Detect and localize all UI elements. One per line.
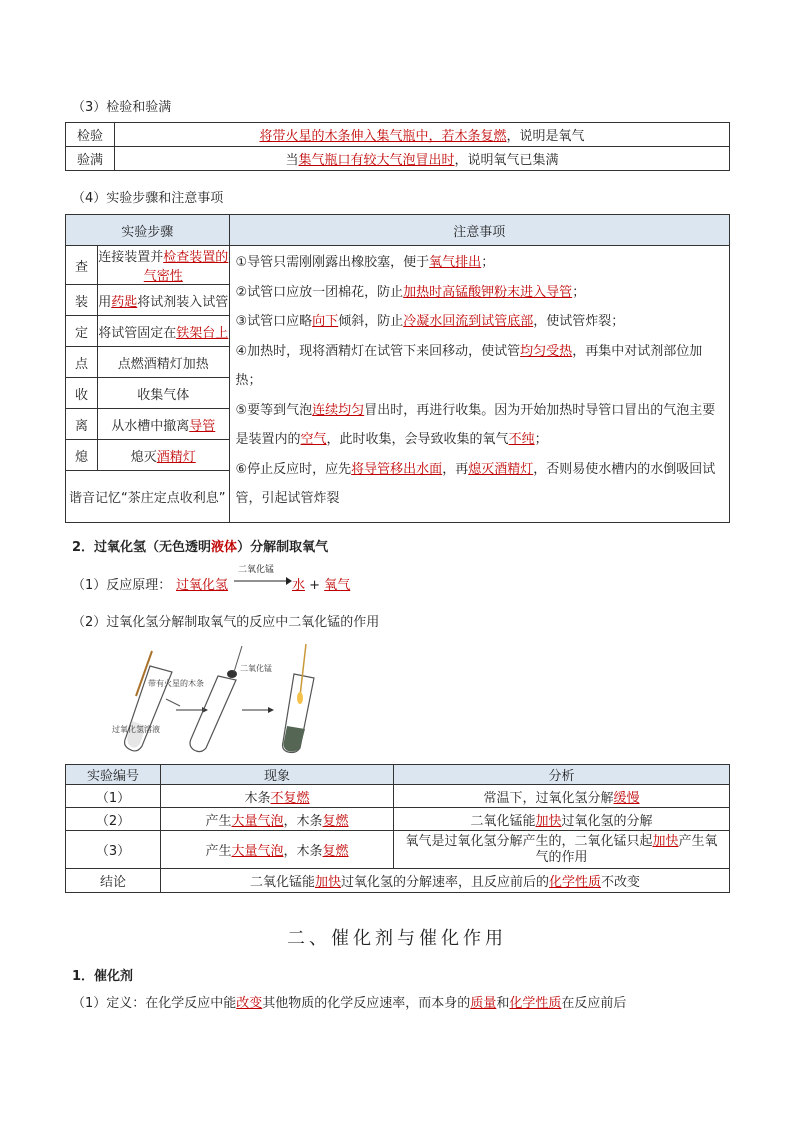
note-item: ④加热时，现将酒精灯在试管下来回移动，使试管均匀受热，再集中对试剂部位加热； — [235, 343, 703, 388]
phenomenon: 产生大量气泡，木条复燃 — [161, 831, 394, 869]
table-row — [66, 147, 730, 171]
step-text: 收集气体 — [98, 378, 230, 409]
note-item: ⑥停止反应时，应先将导管移出水面，再熄灭酒精灯，否则易使水槽内的水倒吸回试管，引起试管炸裂 — [235, 461, 716, 506]
col-header: 分析 — [394, 765, 730, 785]
test-tube-3 — [283, 644, 314, 753]
notes-cell — [229, 246, 729, 523]
phenomenon: 木条不复燃 — [161, 785, 394, 808]
table-row — [66, 246, 730, 285]
row-label: 检验 — [66, 123, 115, 147]
role-heading: （2）过氧化氢分解制取氧气的反应中二氧化锰的作用 — [72, 615, 380, 630]
step-key: 点 — [66, 347, 98, 378]
exp-id: （2） — [66, 808, 161, 831]
conclusion-label: 结论 — [66, 869, 161, 893]
analysis: 二氧化锰能加快过氧化氢的分解 — [394, 808, 730, 831]
subsection-2-heading: 2．过氧化氢（无色透明液体）分解制取氧气 — [72, 540, 329, 555]
exp-id: （3） — [66, 831, 161, 869]
step-key: 装 — [66, 285, 98, 316]
step-text: 用药匙将试剂装入试管 — [98, 285, 230, 316]
row-label: 验满 — [66, 147, 115, 171]
arrow-icon — [268, 707, 274, 713]
test-tube-1 — [125, 651, 172, 751]
step-key: 离 — [66, 409, 98, 440]
note-item: ②试管口应放一团棉花，防止加热时高锰酸钾粉末进入导管； — [235, 284, 586, 300]
analysis: 氧气是过氧化氢分解产生的，二氧化锰只起加快产生氧气的作用 — [394, 831, 730, 869]
steps-table — [65, 214, 730, 523]
col-header: 现象 — [161, 765, 394, 785]
step-text: 从水槽中撤离导管 — [98, 409, 230, 440]
note-item: ①导管只需刚刚露出橡胶塞，便于氧气排出； — [235, 255, 495, 270]
table-row — [66, 123, 730, 147]
col-header: 实验编号 — [66, 765, 161, 785]
analysis: 常温下，过氧化氢分解缓慢 — [394, 785, 730, 808]
step-text: 将试管固定在铁架台上 — [98, 316, 230, 347]
reaction-products: 水 + 氧气 — [292, 578, 351, 593]
experiment-figure — [80, 636, 350, 756]
reactant: 过氧化氢 — [176, 578, 229, 593]
steps-header: 实验步骤 — [66, 215, 230, 246]
answer-text: 将带火星的木条伸入集气瓶中，若木条复燃 — [259, 129, 507, 144]
table-row — [66, 831, 730, 869]
step-key: 收 — [66, 378, 98, 409]
solution-label: 过氧化氢溶液 — [112, 725, 160, 734]
section-3-heading: （3）检验和验满 — [72, 100, 172, 115]
table-header-row — [66, 765, 730, 785]
step-key: 熄 — [66, 440, 98, 471]
mno2-label: 二氧化锰 — [240, 664, 272, 673]
row-content: 当集气瓶口有较大气泡冒出时，说明氧气已集满 — [115, 147, 730, 171]
phenomenon: 产生大量气泡，木条复燃 — [161, 808, 394, 831]
notes-header: 注意事项 — [229, 215, 729, 246]
step-key: 定 — [66, 316, 98, 347]
catalyst-label: 二氧化锰 — [238, 565, 275, 575]
table-row — [66, 869, 730, 893]
reaction-label: （1）反应原理： — [72, 578, 172, 593]
test-table — [65, 122, 730, 171]
reaction-arrow-icon — [234, 576, 292, 586]
row-content: 将带火星的木条伸入集气瓶中，若木条复燃，说明是氧气 — [115, 123, 730, 147]
exp-id: （1） — [66, 785, 161, 808]
conclusion-text: 二氧化锰能加快过氧化氢的分解速率，且反应前后的化学性质不改变 — [161, 869, 730, 893]
section-title: 二、催化剂与催化作用 — [287, 928, 507, 949]
step-text: 熄灭酒精灯 — [98, 440, 230, 471]
note-item: ⑤要等到气泡连续均匀冒出时，再进行收集。因为开始加热时导管口冒出的气泡主要是装置内的空气，此时收集，会导致收集的氧气不纯； — [235, 402, 716, 447]
step-key: 查 — [66, 246, 98, 285]
table-row — [66, 808, 730, 831]
table-header-row — [66, 215, 730, 246]
step-text: 连接装置并检查装置的气密性 — [98, 246, 230, 285]
test-tube-2 — [190, 646, 242, 752]
splint-label: 带有火星的木条 — [148, 679, 204, 688]
experiment-table — [65, 764, 730, 893]
answer-text: 集气瓶口有较大气泡冒出时 — [298, 153, 455, 168]
note-item: ③试管口应略向下倾斜，防止冷凝水回流到试管底部，使试管炸裂； — [235, 314, 625, 329]
definition-line: （1）定义：在化学反应中能改变其他物质的化学反应速率，而本身的质量和化学性质在反应前后 — [72, 996, 627, 1011]
table-row — [66, 785, 730, 808]
section-4-heading: （4）实验步骤和注意事项 — [72, 191, 224, 206]
mnemonic: 谐音记忆“茶庄定点收利息” — [66, 471, 230, 523]
step-text: 点燃酒精灯加热 — [98, 347, 230, 378]
catalyst-heading: 1．催化剂 — [72, 969, 134, 984]
